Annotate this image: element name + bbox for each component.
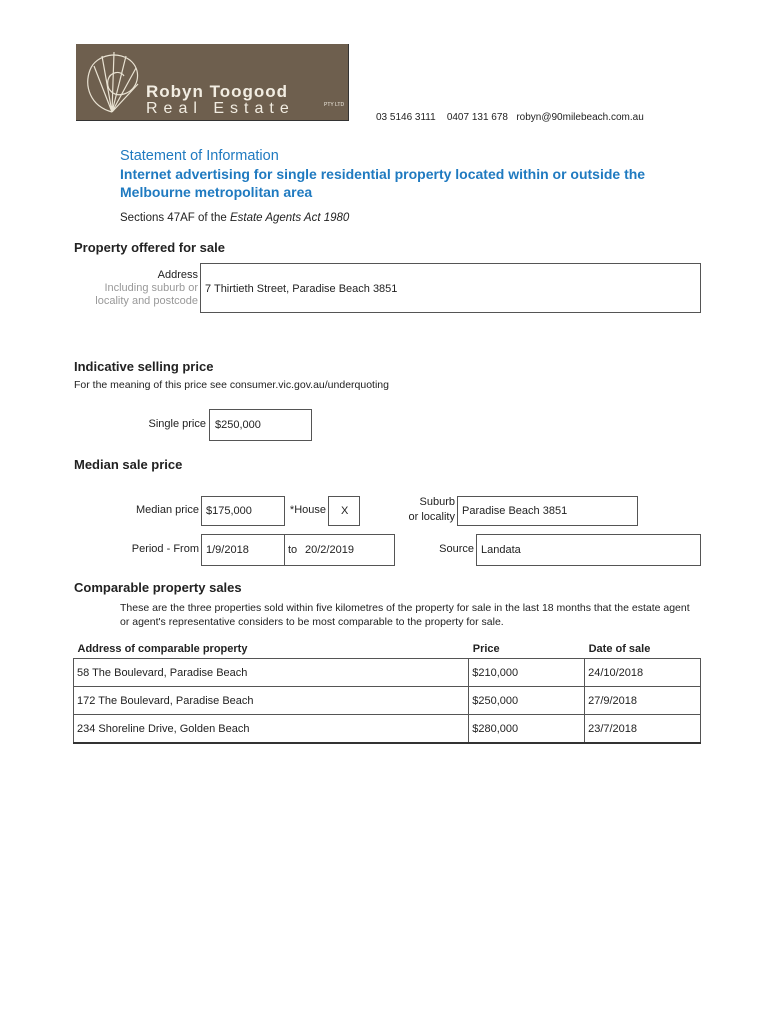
row-price: $210,000 bbox=[469, 659, 585, 687]
source-field[interactable] bbox=[476, 534, 701, 566]
address-label: Address bbox=[157, 269, 198, 281]
row-date: 24/10/2018 bbox=[585, 659, 701, 687]
shell-logo-icon bbox=[80, 46, 144, 118]
phone-mobile[interactable]: 0407 131 678 bbox=[446, 112, 508, 123]
period-from-field[interactable] bbox=[201, 534, 285, 566]
contact-email[interactable]: robyn@90milebeach.com.au bbox=[516, 112, 644, 123]
suburb-field[interactable] bbox=[457, 496, 638, 526]
median-price-label: Median price bbox=[136, 504, 199, 516]
period-to-field[interactable] bbox=[285, 534, 395, 566]
row-address: 234 Shoreline Drive, Golden Beach bbox=[74, 715, 469, 744]
comparable-table bbox=[73, 640, 701, 744]
header-address: Address of comparable property bbox=[77, 643, 248, 655]
suburb-label-2: or locality bbox=[408, 511, 455, 523]
house-mark: X bbox=[341, 505, 349, 517]
statement-title: Statement of Information bbox=[120, 148, 279, 164]
period-to-label: to bbox=[288, 544, 298, 556]
suburb-value: Paradise Beach 3851 bbox=[462, 505, 568, 517]
table-row bbox=[74, 687, 701, 715]
row-price: $280,000 bbox=[469, 715, 585, 744]
property-heading: Property offered for sale bbox=[74, 240, 225, 255]
single-price-label: Single price bbox=[148, 418, 206, 430]
row-date: 27/9/2018 bbox=[585, 687, 701, 715]
indicative-heading: Indicative selling price bbox=[74, 359, 214, 374]
source-value: Landata bbox=[481, 544, 521, 556]
source-label: Source bbox=[439, 543, 474, 555]
indicative-note: For the meaning of this price see consumer.vic.gov.au/underquoting bbox=[74, 379, 389, 391]
period-from-label: Period - From bbox=[131, 543, 199, 555]
act-name: Estate Agents Act 1980 bbox=[229, 212, 350, 224]
act-reference bbox=[120, 212, 349, 224]
house-checkbox[interactable] bbox=[328, 496, 360, 526]
act-prefix: Sections 47AF of the bbox=[120, 212, 230, 224]
period-to-value: 20/2/2019 bbox=[305, 544, 354, 556]
median-heading: Median sale price bbox=[74, 457, 183, 472]
comparable-description: These are the three properties sold within five kilometres of the property for sale in the last 18 months that the estate agent or agent's representative considers to be most comparable to the property for sale. bbox=[120, 602, 690, 628]
contact-line bbox=[376, 112, 644, 123]
address-value: 7 Thirtieth Street, Paradise Beach 3851 bbox=[205, 283, 398, 295]
row-date: 23/7/2018 bbox=[585, 715, 701, 744]
statement-subtitle: Internet advertising for single residential property located within or outside the Melbourne metropolitan area bbox=[120, 166, 646, 200]
median-price-field[interactable] bbox=[201, 496, 285, 526]
single-price-value: $250,000 bbox=[215, 419, 261, 431]
comparable-heading: Comparable property sales bbox=[74, 580, 242, 595]
table-row bbox=[74, 715, 701, 744]
house-label: *House bbox=[289, 504, 326, 516]
address-field[interactable] bbox=[200, 263, 701, 313]
address-hint-2: locality and postcode bbox=[95, 295, 198, 307]
suburb-label-1: Suburb bbox=[419, 496, 455, 508]
logo-subname: Real Estate bbox=[146, 100, 295, 117]
phone-office[interactable]: 03 5146 3111 bbox=[376, 112, 436, 123]
row-address: 172 The Boulevard, Paradise Beach bbox=[74, 687, 469, 715]
header-price: Price bbox=[472, 643, 500, 655]
table-header-row bbox=[74, 640, 701, 659]
address-hint-1: Including suburb or bbox=[104, 282, 198, 294]
table-row bbox=[74, 659, 701, 687]
single-price-field[interactable] bbox=[209, 409, 312, 441]
logo-name: Robyn Toogood bbox=[146, 82, 289, 101]
period-from-value: 1/9/2018 bbox=[206, 544, 249, 556]
company-logo bbox=[76, 44, 349, 121]
logo-pty: PTY LTD bbox=[324, 102, 345, 108]
row-address: 58 The Boulevard, Paradise Beach bbox=[74, 659, 469, 687]
median-price-value: $175,000 bbox=[206, 505, 252, 517]
row-price: $250,000 bbox=[469, 687, 585, 715]
header-date: Date of sale bbox=[588, 643, 651, 655]
